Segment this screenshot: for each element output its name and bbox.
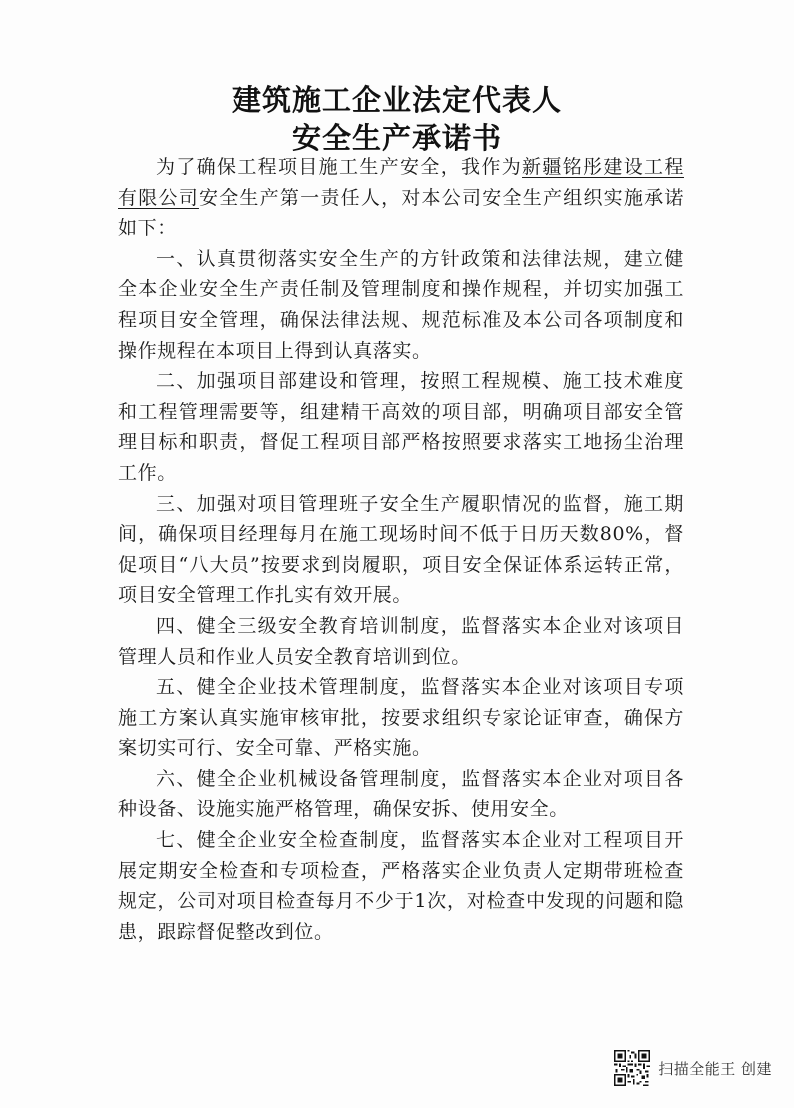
- document-title-line-1: 建筑施工企业法定代表人: [231, 83, 562, 117]
- paragraph-3: 三、加强对项目管理班子安全生产履职情况的监督，施工期间，确保项目经理每月在施工现场时间不低于日历天数80%，督促项目“八大员”按要求到岗履职，项目安全保证体系运转正常，项目安全管理工作扎实有效开展。: [118, 492, 684, 607]
- intro-paragraph: [118, 152, 684, 244]
- paragraph-7: 七、健全企业安全检查制度，监督落实本企业对工程项目开展定期安全检查和专项检查，严格落实企业负责人定期带班检查规定，公司对项目检查每月不少于1次，对检查中发现的问题和隐患，跟踪督促整改到位。: [118, 829, 684, 943]
- paragraph-2: 二、加强项目部建设和管理，按照工程规模、施工技术难度和工程管理需要等，组建精干高效的项目部，明确项目部安全管理目标和职责，督促工程项目部严格按照要求落实工地扬尘治理工作。: [118, 370, 684, 484]
- paragraph-6: 六、健全企业机械设备管理制度，监督落实本企业对项目各种设备、设施实施严格管理，确保安拆、使用安全。: [118, 767, 684, 821]
- paragraph-5: 五、健全企业技术管理制度，监督落实本企业对该项目专项施工方案认真实施审核审批，按要求组织专家论证审查，确保方案切实可行、安全可靠、严格实施。: [118, 676, 684, 760]
- qr-code-icon: [614, 1050, 650, 1086]
- scanner-watermark: [614, 1050, 772, 1086]
- intro-text-before: 为了确保工程项目施工生产安全，我作为: [156, 156, 523, 178]
- company-name: 新疆铭彤建设工程有限公司: [118, 156, 684, 209]
- document-title-line-2: 安全生产承诺书: [291, 121, 502, 155]
- paragraph-1: 一、认真贯彻落实安全生产的方针政策和法律法规，建立健全本企业安全生产责任制及管理制度和操作规程，并切实加强工程项目安全管理，确保法律法规、规范标准及本公司各项制度和操作规程在本项目上得到认真落实。: [118, 247, 684, 362]
- paragraph-4: 四、健全三级安全教育培训制度，监督落实本企业对该项目管理人员和作业人员安全教育培训到位。: [118, 614, 684, 668]
- intro-text-after: 安全生产第一责任人，对本公司安全生产组织实施承诺如下：: [118, 186, 684, 240]
- scanner-label: 扫描全能王 创建: [658, 1059, 772, 1078]
- document-body: [118, 152, 684, 947]
